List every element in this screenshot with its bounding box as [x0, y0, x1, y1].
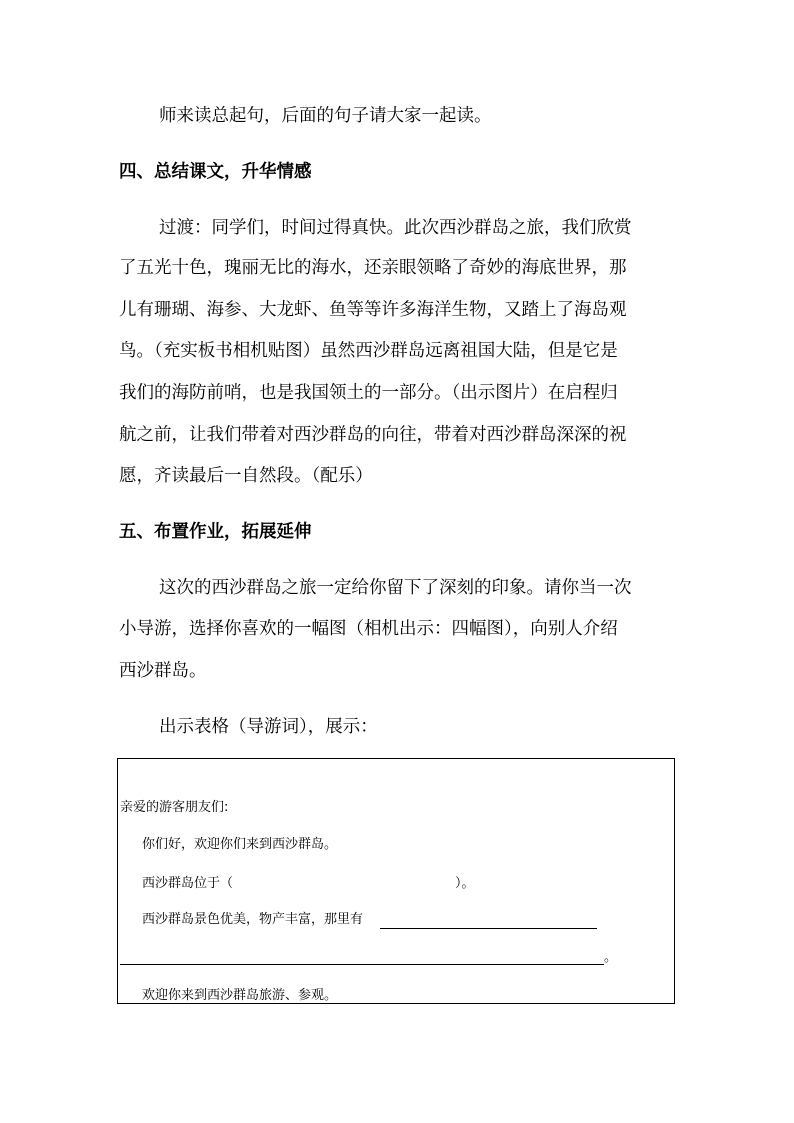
section-heading-5: 五、布置作业，拓展延伸 [119, 522, 312, 542]
paragraph-line: 我们的海防前哨，也是我国领土的一部分。（出示图片）在启程归 [119, 383, 618, 403]
paragraph-line: 这次的西沙群岛之旅一定给你留下了深刻的印象。请你当一次 [159, 578, 632, 598]
fill-in-blank-products-continued[interactable] [120, 964, 604, 965]
paragraph-line: 愿，齐读最后一自然段。（配乐） [119, 466, 373, 486]
form-period: 。 [604, 950, 618, 965]
paragraph-reading-instruction: 师来读总起句，后面的句子请大家一起读。 [159, 106, 492, 126]
paragraph-line: 了五光十色，瑰丽无比的海水，还亲眼领略了奇妙的海底世界，那 [119, 258, 627, 278]
form-products-prefix: 西沙群岛景色优美，物产丰富，那里有 [142, 912, 364, 927]
fill-in-blank-products[interactable] [380, 928, 597, 929]
paragraph-line: 小导游，选择你喜欢的一幅图（相机出示：四幅图），向别人介绍 [119, 619, 618, 639]
paragraph-show-table: 出示表格（导游词），展示： [159, 717, 378, 737]
paragraph-line: 鸟。（充实板书相机贴图）虽然西沙群岛远离祖国大陆，但是它是 [119, 341, 618, 361]
form-location-suffix: ）。 [455, 876, 475, 891]
paragraph-line: 儿有珊瑚、海参、大龙虾、鱼等等许多海洋生物，又踏上了海岛观 [119, 300, 627, 320]
form-closing: 欢迎你来到西沙群岛旅游、参观。 [142, 988, 338, 1003]
paragraph-line: 西沙群岛。 [119, 661, 207, 681]
form-welcome: 你们好，欢迎你们来到西沙群岛。 [142, 837, 338, 852]
tour-guide-form [117, 758, 675, 1004]
paragraph-line: 过渡：同学们，时间过得真快。此次西沙群岛之旅，我们欣赏 [159, 218, 632, 238]
section-heading-4: 四、总结课文，升华情感 [119, 162, 312, 182]
paragraph-line: 航之前，让我们带着对西沙群岛的向往，带着对西沙群岛深深的祝 [119, 425, 627, 445]
form-location-prefix: 西沙群岛位于（ [142, 876, 234, 891]
form-greeting: 亲爱的游客朋友们: [120, 800, 229, 815]
